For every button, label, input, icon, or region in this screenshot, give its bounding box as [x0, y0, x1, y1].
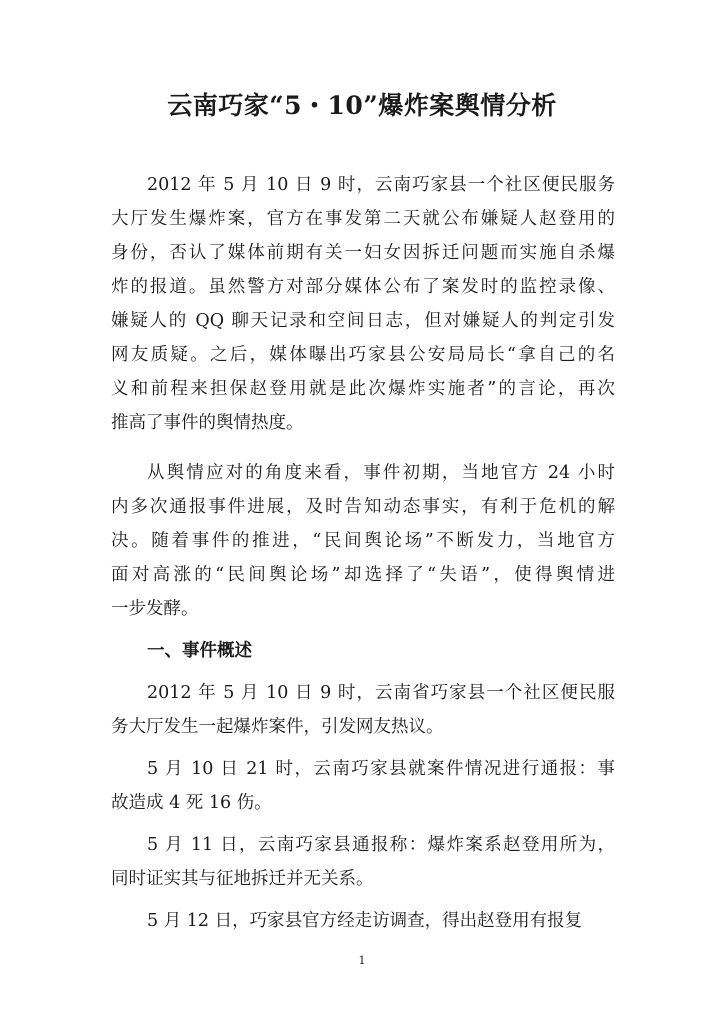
document-title: 云南巧家“5・10”爆炸案舆情分析: [167, 91, 557, 120]
text-line: 一步发酵。: [111, 599, 199, 619]
text-line: 面对高涨的“民间舆论场”却选择了“失语”，使得舆情进: [111, 565, 615, 585]
document-body: [111, 168, 615, 938]
text-line: 炸的报道。虽然警方对部分媒体公布了案发时的监控录像、: [111, 277, 615, 297]
text-line: 务大厅发生一起爆炸案件，引发网友热议。: [111, 717, 444, 737]
text-line: 2012 年 5 月 10 日 9 时，云南省巧家县一个社区便民服: [147, 683, 615, 703]
text-line: 5 月 11 日，云南巧家县通报称：爆炸案系赵登用所为，: [147, 835, 615, 855]
text-line: 故造成 4 死 16 伤。: [111, 793, 272, 813]
text-line: 义和前程来担保赵登用就是此次爆炸实施者”的言论，再次: [111, 379, 615, 399]
text-line: 身份，否认了媒体前期有关一妇女因拆迁问题而实施自杀爆: [111, 243, 615, 263]
paragraph: [111, 904, 615, 938]
text-line: 5 月 10 日 21 时，云南巧家县就案件情况进行通报：事: [147, 759, 615, 779]
text-line: 网友质疑。之后，媒体曝出巧家县公安局局长“拿自己的名: [111, 345, 615, 365]
paragraph: [111, 828, 615, 896]
text-line: 2012 年 5 月 10 日 9 时，云南巧家县一个社区便民服务: [147, 175, 615, 195]
paragraph: [111, 168, 615, 440]
section-heading: [111, 634, 615, 668]
text-line: 从舆情应对的角度来看，事件初期，当地官方 24 小时: [147, 463, 615, 483]
text-line: 大厅发生爆炸案，官方在事发第二天就公布嫌疑人赵登用的: [111, 209, 615, 229]
text-line: 内多次通报事件进展，及时告知动态事实，有利于危机的解: [111, 497, 615, 517]
text-line: 推高了事件的舆情热度。: [111, 413, 304, 433]
page-number: 1: [358, 954, 366, 967]
text-line: 5 月 12 日，巧家县官方经走访调查，得出赵登用有报复: [147, 911, 583, 931]
text-line: 嫌疑人的 QQ 聊天记录和空间日志，但对嫌疑人的判定引发: [111, 311, 615, 331]
paragraph: [111, 676, 615, 744]
text-line: 决。随着事件的推进，“民间舆论场”不断发力，当地官方: [111, 531, 615, 551]
text-line: 同时证实其与征地拆迁并无关系。: [111, 869, 374, 889]
text-line: 一、事件概述: [147, 641, 252, 661]
paragraph: [111, 752, 615, 820]
paragraph: [111, 456, 615, 626]
